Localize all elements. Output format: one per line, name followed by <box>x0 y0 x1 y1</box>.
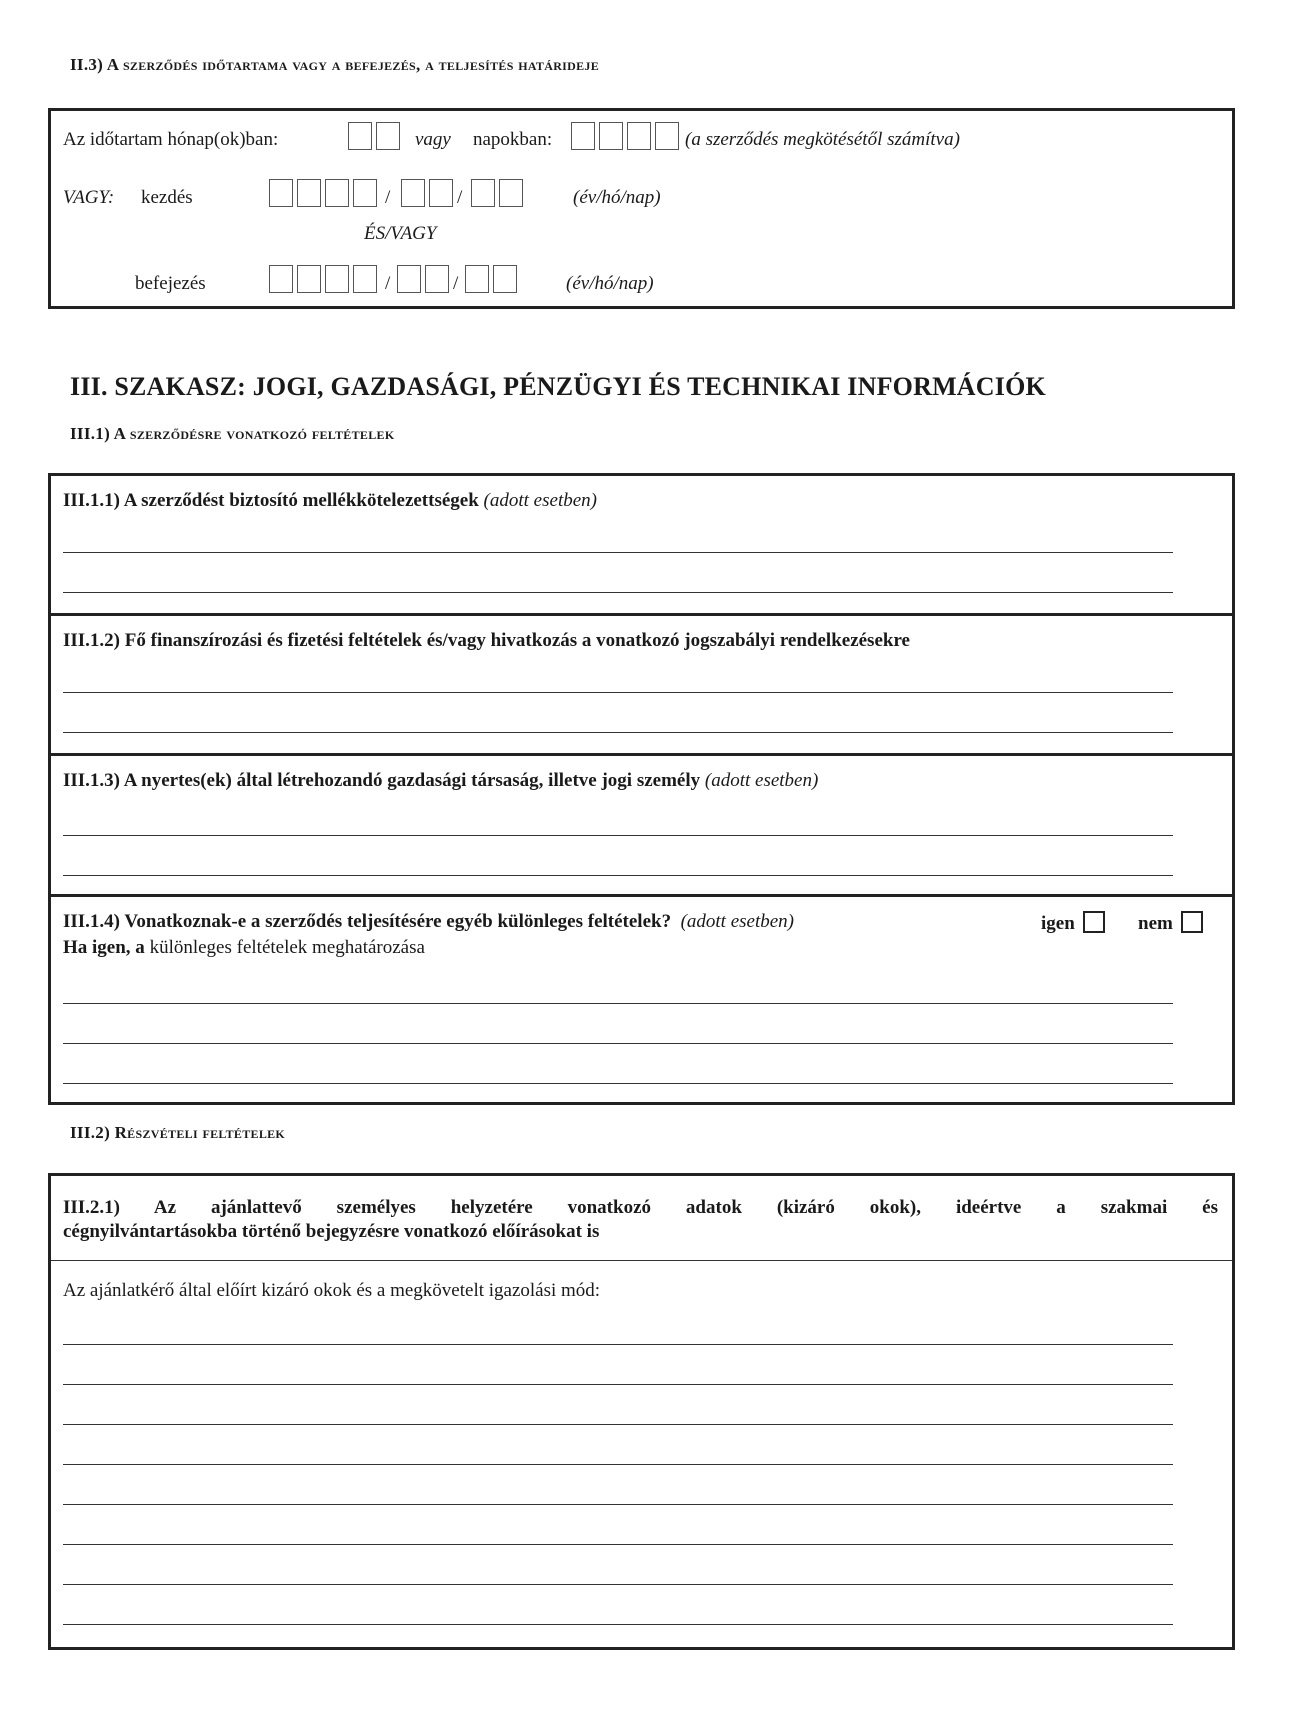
section-iii-1-3 <box>48 753 1235 894</box>
input-cell[interactable] <box>348 122 372 150</box>
no-checkbox[interactable] <box>1181 911 1203 933</box>
input-cell[interactable] <box>499 179 523 207</box>
date-separator: / <box>453 273 459 294</box>
section-heading-iii2: III.2) Részvételi feltételek <box>70 1123 286 1142</box>
section-iii-1-1 <box>48 473 1235 613</box>
start-label: kezdés <box>141 187 193 208</box>
conditions-subtitle: Ha igen, a különleges feltételek meghatározása <box>63 937 425 958</box>
date-format-note: (év/hó/nap) <box>566 273 654 294</box>
answer-line[interactable] <box>63 1624 1173 1625</box>
input-cell[interactable] <box>465 265 489 293</box>
section-heading-ii3: II.3) A szerződés időtartama vagy a befejezés, a teljesítés határideje <box>70 55 600 74</box>
answer-line[interactable] <box>63 552 1173 553</box>
input-cell[interactable] <box>655 122 679 150</box>
no-label: nem <box>1138 913 1173 934</box>
input-cell[interactable] <box>471 179 495 207</box>
input-cell[interactable] <box>325 265 349 293</box>
answer-line[interactable] <box>63 692 1173 693</box>
input-cell[interactable] <box>429 179 453 207</box>
yes-label: igen <box>1041 913 1075 934</box>
input-cell[interactable] <box>599 122 623 150</box>
months-input[interactable] <box>348 122 404 150</box>
answer-line[interactable] <box>63 1003 1173 1004</box>
date-separator: / <box>385 187 391 208</box>
input-cell[interactable] <box>627 122 651 150</box>
start-day-input[interactable] <box>471 179 527 207</box>
input-cell[interactable] <box>401 179 425 207</box>
answer-line[interactable] <box>63 1544 1173 1545</box>
end-month-input[interactable] <box>397 265 453 293</box>
exclusion-reasons-label: Az ajánlatkérő által előírt kizáró okok és a megkövetelt igazolási mód: <box>63 1280 601 1301</box>
end-year-input[interactable] <box>269 265 381 293</box>
or-caps-label: VAGY: <box>63 187 115 208</box>
input-cell[interactable] <box>297 179 321 207</box>
answer-line[interactable] <box>63 875 1173 876</box>
answer-line[interactable] <box>63 592 1173 593</box>
yes-option[interactable] <box>1041 911 1105 935</box>
input-cell[interactable] <box>353 265 377 293</box>
and-or-label: ÉS/VAGY <box>364 223 437 244</box>
input-cell[interactable] <box>397 265 421 293</box>
answer-line[interactable] <box>63 1584 1173 1585</box>
section-title-iii-1-1: III.1.1) A szerződést biztosító mellékkötelezettségek (adott esetben) <box>63 490 597 511</box>
section-title-iii-1-3: III.1.3) A nyertes(ek) által létrehozandó gazdasági társaság, illetve jogi személy (adott esetben) <box>63 770 819 791</box>
input-cell[interactable] <box>353 179 377 207</box>
input-cell[interactable] <box>269 265 293 293</box>
section-heading-iii1: III.1) A szerződésre vonatkozó feltételek <box>70 424 395 443</box>
section-title-iii: III. SZAKASZ: JOGI, GAZDASÁGI, PÉNZÜGYI ÉS TECHNIKAI INFORMÁCIÓK <box>70 372 1046 401</box>
section-title-iii-2-1-line1: III.2.1) Az ajánlattevő személyes helyzetére vonatkozó adatok (kizáró okok), ideértve a szakmai és <box>63 1197 1218 1218</box>
section-iii-1-4 <box>48 894 1235 1105</box>
answer-line[interactable] <box>63 1344 1173 1345</box>
date-separator: / <box>385 273 391 294</box>
yes-checkbox[interactable] <box>1083 911 1105 933</box>
input-cell[interactable] <box>376 122 400 150</box>
input-cell[interactable] <box>571 122 595 150</box>
answer-line[interactable] <box>63 1504 1173 1505</box>
input-cell[interactable] <box>269 179 293 207</box>
section-iii-1-2 <box>48 613 1235 753</box>
or-text: vagy <box>415 129 451 150</box>
input-cell[interactable] <box>325 179 349 207</box>
answer-line[interactable] <box>63 1043 1173 1044</box>
section-title-iii-2-1-line2: cégnyilvántartásokba történő bejegyzésre vonatkozó előírásokat is <box>63 1221 600 1242</box>
date-separator: / <box>457 187 463 208</box>
days-note: (a szerződés megkötésétől számítva) <box>685 129 960 150</box>
divider <box>51 1260 1232 1261</box>
days-label: napokban: <box>473 129 553 150</box>
start-month-input[interactable] <box>401 179 457 207</box>
answer-line[interactable] <box>63 1464 1173 1465</box>
days-input[interactable] <box>571 122 683 150</box>
date-format-note: (év/hó/nap) <box>573 187 661 208</box>
input-cell[interactable] <box>493 265 517 293</box>
duration-box <box>48 108 1235 309</box>
section-title-iii-1-2: III.1.2) Fő finanszírozási és fizetési feltételek és/vagy hivatkozás a vonatkozó jogszabályi rendelkezésekre <box>63 630 910 651</box>
duration-months-label: Az időtartam hónap(ok)ban: <box>63 129 279 150</box>
input-cell[interactable] <box>297 265 321 293</box>
answer-line[interactable] <box>63 1083 1173 1084</box>
end-label: befejezés <box>135 273 206 294</box>
section-iii-2-1 <box>48 1173 1235 1650</box>
input-cell[interactable] <box>425 265 449 293</box>
no-option[interactable] <box>1138 911 1203 935</box>
end-day-input[interactable] <box>465 265 521 293</box>
section-title-iii-1-4: III.1.4) Vonatkoznak-e a szerződés teljesítésére egyéb különleges feltételek? (adott esetben) <box>63 911 795 932</box>
answer-line[interactable] <box>63 1384 1173 1385</box>
answer-line[interactable] <box>63 1424 1173 1425</box>
answer-line[interactable] <box>63 835 1173 836</box>
answer-line[interactable] <box>63 732 1173 733</box>
start-year-input[interactable] <box>269 179 381 207</box>
